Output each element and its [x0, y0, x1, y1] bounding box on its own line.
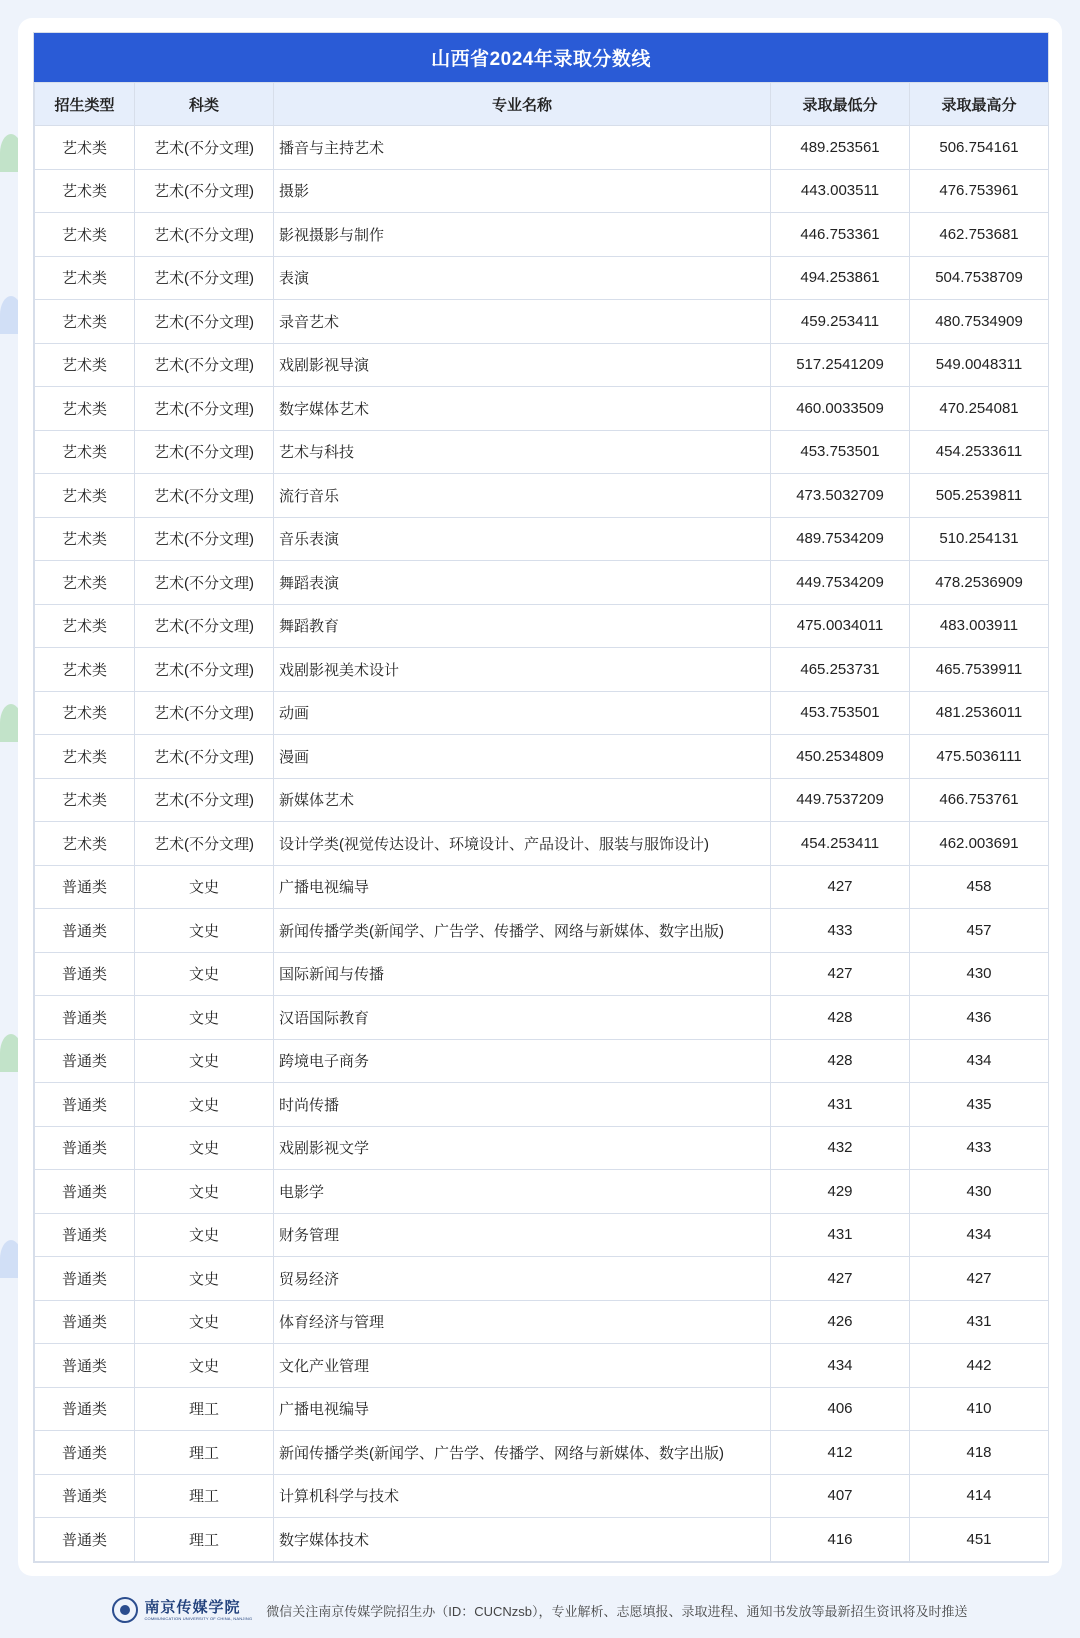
cell-min-score: 406 — [771, 1387, 910, 1431]
cell-major-name: 音乐表演 — [274, 517, 771, 561]
cell-admission-type: 普通类 — [35, 1518, 135, 1562]
cell-subject-category: 艺术(不分文理) — [135, 387, 274, 431]
cell-min-score: 459.253411 — [771, 300, 910, 344]
cell-max-score: 427 — [910, 1257, 1049, 1301]
footer-note: 微信关注南京传媒学院招生办（ID：CUCNzsb），专业解析、志愿填报、录取进程、通知书发放等最新招生资讯将及时推送 — [266, 1603, 968, 1619]
table-row — [35, 1474, 1049, 1518]
cell-major-name: 时尚传播 — [274, 1083, 771, 1127]
cell-max-score: 475.5036111 — [910, 735, 1049, 779]
table-row — [35, 1257, 1049, 1301]
table-row — [35, 387, 1049, 431]
cell-subject-category: 艺术(不分文理) — [135, 300, 274, 344]
cell-major-name: 舞蹈教育 — [274, 604, 771, 648]
cell-major-name: 录音艺术 — [274, 300, 771, 344]
cell-subject-category: 艺术(不分文理) — [135, 778, 274, 822]
cell-max-score: 434 — [910, 1213, 1049, 1257]
cell-admission-type: 普通类 — [35, 996, 135, 1040]
cell-min-score: 443.003511 — [771, 169, 910, 213]
cell-max-score: 470.254081 — [910, 387, 1049, 431]
cell-min-score: 427 — [771, 865, 910, 909]
cell-admission-type: 艺术类 — [35, 256, 135, 300]
cell-max-score: 478.2536909 — [910, 561, 1049, 605]
cell-major-name: 表演 — [274, 256, 771, 300]
table-row — [35, 1213, 1049, 1257]
cell-major-name: 贸易经济 — [274, 1257, 771, 1301]
university-logo — [112, 1597, 252, 1623]
table-row — [35, 1039, 1049, 1083]
cell-subject-category: 艺术(不分文理) — [135, 822, 274, 866]
cell-min-score: 427 — [771, 952, 910, 996]
footer — [0, 1582, 1080, 1638]
cell-subject-category: 艺术(不分文理) — [135, 604, 274, 648]
cell-subject-category: 文史 — [135, 996, 274, 1040]
cell-major-name: 计算机科学与技术 — [274, 1474, 771, 1518]
cell-min-score: 429 — [771, 1170, 910, 1214]
cell-max-score: 451 — [910, 1518, 1049, 1562]
cell-major-name: 广播电视编导 — [274, 865, 771, 909]
table-row — [35, 300, 1049, 344]
university-seal-icon — [112, 1597, 138, 1623]
cell-admission-type: 普通类 — [35, 909, 135, 953]
cell-subject-category: 理工 — [135, 1518, 274, 1562]
table-row — [35, 517, 1049, 561]
cell-max-score: 431 — [910, 1300, 1049, 1344]
cell-max-score: 480.7534909 — [910, 300, 1049, 344]
cell-max-score: 434 — [910, 1039, 1049, 1083]
cell-max-score: 476.753961 — [910, 169, 1049, 213]
cell-admission-type: 艺术类 — [35, 691, 135, 735]
table-row — [35, 561, 1049, 605]
cell-subject-category: 文史 — [135, 1126, 274, 1170]
cell-major-name: 汉语国际教育 — [274, 996, 771, 1040]
cell-subject-category: 艺术(不分文理) — [135, 169, 274, 213]
table-row — [35, 822, 1049, 866]
cell-subject-category: 文史 — [135, 1083, 274, 1127]
cell-subject-category: 理工 — [135, 1387, 274, 1431]
cell-min-score: 431 — [771, 1083, 910, 1127]
cell-max-score: 505.2539811 — [910, 474, 1049, 518]
cell-max-score: 465.7539911 — [910, 648, 1049, 692]
table-row — [35, 430, 1049, 474]
cell-major-name: 影视摄影与制作 — [274, 213, 771, 257]
cell-admission-type: 普通类 — [35, 1300, 135, 1344]
cell-max-score: 442 — [910, 1344, 1049, 1388]
cell-admission-type: 艺术类 — [35, 648, 135, 692]
cell-admission-type: 普通类 — [35, 1387, 135, 1431]
cell-min-score: 427 — [771, 1257, 910, 1301]
cell-major-name: 戏剧影视导演 — [274, 343, 771, 387]
table-row — [35, 1518, 1049, 1562]
cell-max-score: 549.0048311 — [910, 343, 1049, 387]
cell-max-score: 410 — [910, 1387, 1049, 1431]
cell-min-score: 460.0033509 — [771, 387, 910, 431]
cell-admission-type: 艺术类 — [35, 430, 135, 474]
cell-subject-category: 艺术(不分文理) — [135, 648, 274, 692]
cell-min-score: 473.5032709 — [771, 474, 910, 518]
cell-admission-type: 艺术类 — [35, 213, 135, 257]
table-row — [35, 909, 1049, 953]
cell-admission-type: 普通类 — [35, 1039, 135, 1083]
cell-subject-category: 理工 — [135, 1474, 274, 1518]
cell-major-name: 财务管理 — [274, 1213, 771, 1257]
cell-major-name: 戏剧影视美术设计 — [274, 648, 771, 692]
table-row — [35, 735, 1049, 779]
cell-admission-type: 艺术类 — [35, 735, 135, 779]
cell-subject-category: 艺术(不分文理) — [135, 343, 274, 387]
cell-major-name: 艺术与科技 — [274, 430, 771, 474]
cell-admission-type: 普通类 — [35, 1170, 135, 1214]
cell-major-name: 广播电视编导 — [274, 1387, 771, 1431]
cell-major-name: 播音与主持艺术 — [274, 126, 771, 170]
cell-admission-type: 艺术类 — [35, 126, 135, 170]
cell-major-name: 国际新闻与传播 — [274, 952, 771, 996]
cell-admission-type: 艺术类 — [35, 604, 135, 648]
cell-min-score: 426 — [771, 1300, 910, 1344]
cell-max-score: 430 — [910, 952, 1049, 996]
header-admission-type: 招生类型 — [35, 83, 135, 126]
table-row — [35, 1387, 1049, 1431]
cell-major-name: 新媒体艺术 — [274, 778, 771, 822]
cell-min-score: 428 — [771, 996, 910, 1040]
cell-subject-category: 艺术(不分文理) — [135, 474, 274, 518]
header-subject-category: 科类 — [135, 83, 274, 126]
cell-major-name: 流行音乐 — [274, 474, 771, 518]
cell-min-score: 454.253411 — [771, 822, 910, 866]
cell-subject-category: 文史 — [135, 1344, 274, 1388]
table-row — [35, 1344, 1049, 1388]
table-header-row — [35, 83, 1049, 126]
cell-min-score: 428 — [771, 1039, 910, 1083]
cell-min-score: 449.7537209 — [771, 778, 910, 822]
cell-min-score: 446.753361 — [771, 213, 910, 257]
cell-max-score: 458 — [910, 865, 1049, 909]
table-row — [35, 1170, 1049, 1214]
table-row — [35, 996, 1049, 1040]
cell-min-score: 450.2534809 — [771, 735, 910, 779]
table-row — [35, 1300, 1049, 1344]
cell-subject-category: 文史 — [135, 1300, 274, 1344]
cell-major-name: 跨境电子商务 — [274, 1039, 771, 1083]
cell-admission-type: 艺术类 — [35, 517, 135, 561]
cell-min-score: 449.7534209 — [771, 561, 910, 605]
cell-min-score: 432 — [771, 1126, 910, 1170]
cell-admission-type: 普通类 — [35, 952, 135, 996]
cell-major-name: 漫画 — [274, 735, 771, 779]
cell-admission-type: 普通类 — [35, 1431, 135, 1475]
cell-subject-category: 理工 — [135, 1431, 274, 1475]
cell-min-score: 407 — [771, 1474, 910, 1518]
cell-max-score: 414 — [910, 1474, 1049, 1518]
cell-major-name: 数字媒体技术 — [274, 1518, 771, 1562]
table-row — [35, 1431, 1049, 1475]
cell-admission-type: 普通类 — [35, 1344, 135, 1388]
cell-subject-category: 艺术(不分文理) — [135, 430, 274, 474]
table-row — [35, 865, 1049, 909]
cell-max-score: 510.254131 — [910, 517, 1049, 561]
table-row — [35, 604, 1049, 648]
cell-min-score: 453.753501 — [771, 691, 910, 735]
table-row — [35, 126, 1049, 170]
cell-max-score: 462.003691 — [910, 822, 1049, 866]
cell-admission-type: 普通类 — [35, 1213, 135, 1257]
cell-admission-type: 艺术类 — [35, 822, 135, 866]
table-row — [35, 256, 1049, 300]
cell-major-name: 舞蹈表演 — [274, 561, 771, 605]
cell-min-score: 489.253561 — [771, 126, 910, 170]
cell-major-name: 新闻传播学类(新闻学、广告学、传播学、网络与新媒体、数字出版) — [274, 909, 771, 953]
cell-major-name: 体育经济与管理 — [274, 1300, 771, 1344]
cell-admission-type: 普通类 — [35, 1257, 135, 1301]
table-row — [35, 343, 1049, 387]
table-title: 山西省2024年录取分数线 — [34, 33, 1048, 82]
cell-subject-category: 文史 — [135, 865, 274, 909]
logo-name: 南京传媒学院 — [144, 1597, 241, 1616]
cell-subject-category: 文史 — [135, 1257, 274, 1301]
cell-admission-type: 普通类 — [35, 1474, 135, 1518]
cell-major-name: 新闻传播学类(新闻学、广告学、传播学、网络与新媒体、数字出版) — [274, 1431, 771, 1475]
cell-subject-category: 文史 — [135, 909, 274, 953]
cell-max-score: 454.2533611 — [910, 430, 1049, 474]
cell-admission-type: 艺术类 — [35, 561, 135, 605]
table-row — [35, 648, 1049, 692]
cell-min-score: 465.253731 — [771, 648, 910, 692]
table-row — [35, 213, 1049, 257]
cell-min-score: 475.0034011 — [771, 604, 910, 648]
cell-subject-category: 文史 — [135, 1170, 274, 1214]
cell-max-score: 436 — [910, 996, 1049, 1040]
cell-min-score: 517.2541209 — [771, 343, 910, 387]
cell-admission-type: 艺术类 — [35, 343, 135, 387]
cell-admission-type: 艺术类 — [35, 778, 135, 822]
cell-subject-category: 艺术(不分文理) — [135, 561, 274, 605]
cell-max-score: 418 — [910, 1431, 1049, 1475]
cell-admission-type: 艺术类 — [35, 169, 135, 213]
cell-admission-type: 普通类 — [35, 1126, 135, 1170]
table-row — [35, 474, 1049, 518]
cell-major-name: 动画 — [274, 691, 771, 735]
cell-min-score: 412 — [771, 1431, 910, 1475]
table-row — [35, 1126, 1049, 1170]
cell-max-score: 504.7538709 — [910, 256, 1049, 300]
cell-admission-type: 艺术类 — [35, 300, 135, 344]
cell-subject-category: 文史 — [135, 1213, 274, 1257]
cell-min-score: 431 — [771, 1213, 910, 1257]
cell-max-score: 483.003911 — [910, 604, 1049, 648]
score-table-panel — [33, 32, 1049, 1563]
cell-min-score: 416 — [771, 1518, 910, 1562]
cell-max-score: 430 — [910, 1170, 1049, 1214]
cell-subject-category: 艺术(不分文理) — [135, 213, 274, 257]
cell-max-score: 435 — [910, 1083, 1049, 1127]
cell-min-score: 433 — [771, 909, 910, 953]
cell-admission-type: 艺术类 — [35, 387, 135, 431]
cell-min-score: 453.753501 — [771, 430, 910, 474]
cell-min-score: 489.7534209 — [771, 517, 910, 561]
logo-subtitle: COMMUNICATION UNIVERSITY OF CHINA, NANJING — [144, 1615, 253, 1621]
header-min-score: 录取最低分 — [771, 83, 910, 126]
cell-major-name: 戏剧影视文学 — [274, 1126, 771, 1170]
cell-major-name: 数字媒体艺术 — [274, 387, 771, 431]
cell-major-name: 摄影 — [274, 169, 771, 213]
cell-subject-category: 艺术(不分文理) — [135, 735, 274, 779]
cell-subject-category: 艺术(不分文理) — [135, 256, 274, 300]
cell-subject-category: 文史 — [135, 1039, 274, 1083]
cell-min-score: 434 — [771, 1344, 910, 1388]
table-row — [35, 952, 1049, 996]
cell-admission-type: 普通类 — [35, 1083, 135, 1127]
cell-subject-category: 文史 — [135, 952, 274, 996]
table-row — [35, 778, 1049, 822]
cell-max-score: 433 — [910, 1126, 1049, 1170]
header-major-name: 专业名称 — [274, 83, 771, 126]
cell-major-name: 设计学类(视觉传达设计、环境设计、产品设计、服装与服饰设计) — [274, 822, 771, 866]
cell-max-score: 457 — [910, 909, 1049, 953]
cell-major-name: 文化产业管理 — [274, 1344, 771, 1388]
cell-admission-type: 普通类 — [35, 865, 135, 909]
cell-max-score: 506.754161 — [910, 126, 1049, 170]
cell-max-score: 466.753761 — [910, 778, 1049, 822]
cell-major-name: 电影学 — [274, 1170, 771, 1214]
cell-subject-category: 艺术(不分文理) — [135, 517, 274, 561]
table-row — [35, 691, 1049, 735]
cell-min-score: 494.253861 — [771, 256, 910, 300]
table-row — [35, 1083, 1049, 1127]
header-max-score: 录取最高分 — [910, 83, 1049, 126]
score-table — [34, 82, 1049, 1562]
table-row — [35, 169, 1049, 213]
cell-admission-type: 艺术类 — [35, 474, 135, 518]
cell-max-score: 481.2536011 — [910, 691, 1049, 735]
cell-subject-category: 艺术(不分文理) — [135, 691, 274, 735]
cell-max-score: 462.753681 — [910, 213, 1049, 257]
cell-subject-category: 艺术(不分文理) — [135, 126, 274, 170]
